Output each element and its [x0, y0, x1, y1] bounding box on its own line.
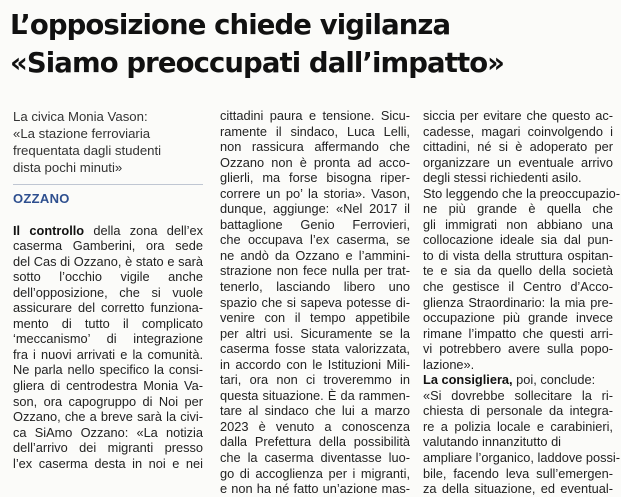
- text-line: strazione non fece nulla per trat-: [220, 263, 410, 279]
- subhead-line: frequentata dagli studenti: [13, 143, 162, 158]
- text-line: ‘meccanismo’ di integrazione: [13, 331, 203, 347]
- text-line: e non ha né fatto un’azione mas-: [220, 481, 410, 497]
- text-line: l’ex caserma desta in noi e nei: [13, 455, 203, 471]
- text-line: to di vista della struttura ospitan-: [423, 247, 613, 263]
- text-line: re a polizia locale e carabinieri,: [423, 418, 613, 434]
- text-line: cittadini paura e tensione. Sicu-: [220, 108, 410, 123]
- text-line: tari, ora non ci troveremmo in: [220, 372, 410, 388]
- text-line: collocazione ideale sia dal pun-: [423, 232, 613, 248]
- text-line: ne più grande è quella che: [423, 201, 613, 217]
- text-line: occupazione più grande invece: [423, 310, 613, 326]
- text-line: dell’opposizione, che si vuole: [13, 284, 203, 300]
- text-line: 2023 è venuto a conoscenza: [220, 418, 410, 434]
- text-fragment: poi, conclude:: [512, 372, 596, 388]
- text-line: che occupava l’ex caserma, se: [220, 232, 410, 248]
- text-line: gliera di centrodestra Monia Va-: [13, 378, 203, 394]
- headline: [10, 6, 616, 82]
- column-2: [220, 108, 410, 497]
- text-line: fra i nuovi arrivati e la comunità.: [13, 346, 203, 362]
- text-line: [423, 372, 613, 388]
- text-line: Sto leggendo che la preoccupazio-: [423, 185, 621, 201]
- text-line: caserma Gamberini, ora sede: [13, 238, 203, 254]
- text-line: ca SiAmo Ozzano: «La notizia: [13, 424, 203, 440]
- text-line: lazione».: [423, 356, 475, 372]
- text-line: son, ora capogruppo di Noi per: [13, 393, 203, 409]
- text-line: valutando innanzitutto di: [423, 434, 562, 450]
- text-line: assicurare del corretto funziona-: [13, 300, 203, 316]
- subhead-line: «La stazione ferroviaria: [13, 126, 151, 141]
- text-line: del Cas di Ozzano, è stato e sarà: [13, 253, 203, 269]
- text-line: [13, 223, 203, 239]
- lead-in: La consigliera,: [423, 372, 513, 388]
- location-tag: OZZANO: [13, 184, 203, 207]
- text-line: caserma fosse stata valorizzata,: [220, 341, 410, 357]
- text-line: correre un po’ la storia». Vason,: [220, 185, 410, 201]
- text-fragment: della zona dell’ex: [84, 222, 204, 238]
- text-line: bile, facendo leva sull’emergen-: [423, 465, 613, 481]
- text-line: per altri usi. Sicuramente se la: [220, 325, 410, 341]
- lead-in: Il controllo: [13, 222, 85, 238]
- headline-line-1: L’opposizione chiede vigilanza: [10, 9, 451, 41]
- text-line: siccia per evitare che questo ac-: [423, 108, 613, 123]
- text-line: ampliare l’organico, laddove possi-: [423, 450, 621, 466]
- text-line: rimane l’impatto che questi arri-: [423, 325, 613, 341]
- text-line: ramente il sindaco, Luca Lelli,: [220, 123, 410, 139]
- text-line: «Si dovrebbe sollecitare la ri-: [423, 387, 613, 403]
- text-line: dalla Prefettura della possibilità: [220, 434, 410, 450]
- text-line: in accordo con le Istituzioni Mili-: [220, 356, 410, 372]
- text-line: battaglione Genio Ferrovieri,: [220, 216, 410, 232]
- text-line: Ozzano non è pronta ad acco-: [220, 154, 410, 170]
- text-line: che la caserma diventasse luo-: [220, 450, 410, 466]
- text-line: cittadini, né si è adoperato per: [423, 139, 613, 155]
- text-line: che gestisce il Centro d’Acco-: [423, 279, 613, 295]
- text-line: mento di tutto il complicato: [13, 315, 203, 331]
- text-line: Ne parla nello specifico la consi-: [13, 362, 203, 378]
- text-line: za della situazione, ed eventual-: [423, 481, 613, 497]
- subhead-line: dista pochi minuti»: [13, 160, 123, 175]
- text-line: non rassicura affermando che: [220, 139, 410, 155]
- text-line: tare al sindaco che lui a marzo: [220, 403, 410, 419]
- text-line: te e sia da quello della società: [423, 263, 613, 279]
- text-line: ne andò da Ozzano e l’ammini-: [220, 247, 410, 263]
- text-line: questa situazione. È da rammen-: [220, 387, 410, 403]
- column-1: [13, 108, 203, 471]
- headline-line-2: «Siamo preoccupati dall’impatto»: [10, 47, 505, 79]
- text-line: chiesta di personale da integra-: [423, 403, 613, 419]
- column-3: [423, 108, 621, 497]
- text-line: sotto l’occhio vigile anche: [13, 269, 203, 285]
- subhead-line: La civica Monia Vason:: [13, 109, 148, 124]
- text-line: dunque, aggiunge: «Nel 2017 il: [220, 201, 410, 217]
- text-line: gli immigrati non abbiano una: [423, 216, 613, 232]
- text-line: Ozzano, che a breve sarà la civi-: [13, 409, 203, 425]
- text-line: venire con il tempo appetibile: [220, 310, 410, 326]
- text-line: glierli, ma forse bisogna riper-: [220, 170, 410, 186]
- text-line: degli stessi richiedenti asilo.: [423, 170, 582, 186]
- column-1-text: [13, 223, 203, 472]
- text-line: glienza Straordinario: la mia pre-: [423, 294, 613, 310]
- subheadline: [13, 108, 203, 176]
- text-line: vi potrebbero avere sulla popo-: [423, 341, 613, 357]
- text-line: dell’arrivo dei migranti presso: [13, 440, 203, 456]
- text-line: spazio che si sapeva potesse di-: [220, 294, 410, 310]
- text-line: cadesse, magari coinvolgendo i: [423, 123, 613, 139]
- text-line: go di accoglienza per i migranti,: [220, 465, 410, 481]
- text-line: tenerlo, lasciando libero uno: [220, 279, 410, 295]
- text-line: organizzare un eventuale arrivo: [423, 154, 613, 170]
